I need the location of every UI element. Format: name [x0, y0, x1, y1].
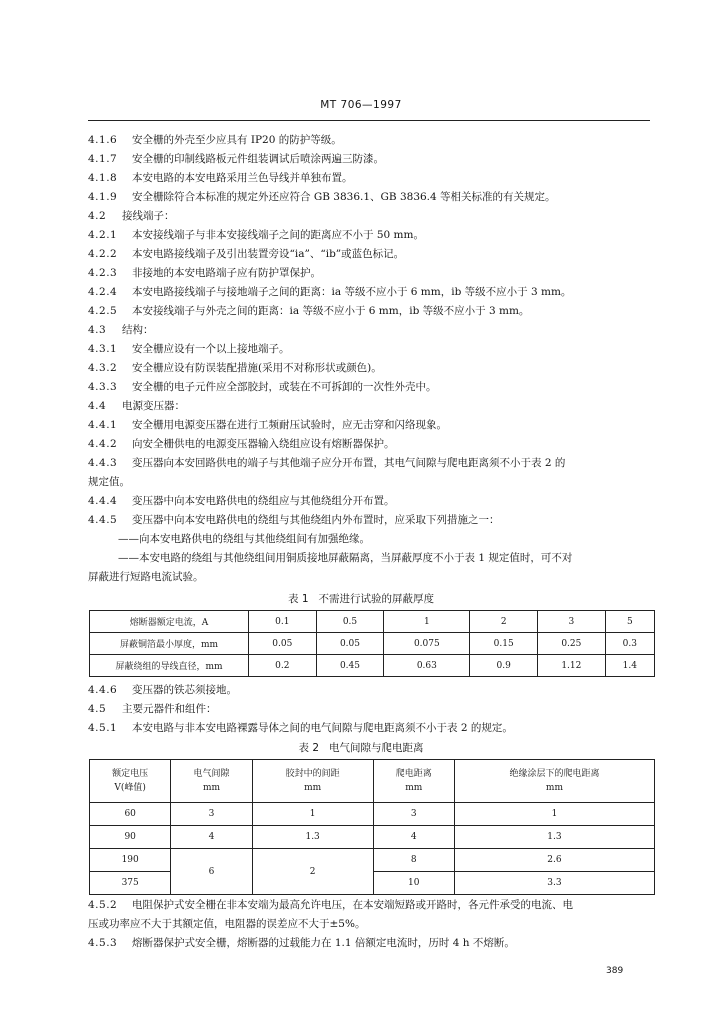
header-unit: mm: [304, 783, 322, 793]
clause-4-1-8: [88, 170, 654, 188]
clause-4-2-4: [88, 284, 654, 302]
clause-4-4-1: [88, 417, 654, 435]
clause-text: 本安接线端子与非本安接线端子之间的距离应不小于 50 mm。: [132, 229, 424, 241]
table-row: [90, 826, 655, 849]
table-row: [90, 849, 655, 872]
clause-4-2-1: [88, 227, 654, 245]
clause-text: ——向本安电路供电的绕组与其他绕组间有加强绝缘。: [118, 533, 370, 545]
clause-4-3: [88, 322, 654, 340]
clause-number: 4.5.1: [88, 722, 118, 734]
table-title: 不需进行试验的屏蔽厚度: [318, 593, 435, 605]
clause-number: 4.5.2: [88, 899, 118, 911]
clause-text: 向安全栅供电的电源变压器输入绕组应设有熔断器保护。: [132, 438, 395, 450]
clause-text: 规定值。: [88, 476, 130, 488]
table-cell: 5: [605, 611, 654, 633]
header-label: 绝缘涂层下的爬电距离: [509, 769, 600, 779]
table-cell: 0.63: [384, 655, 470, 677]
clause-4-2-5: [88, 303, 654, 321]
table-cell: 0.1: [249, 611, 317, 633]
header-label: 胶封中的间距: [285, 769, 340, 779]
table-cell: 0.25: [538, 633, 606, 655]
clause-4-5-3: [88, 935, 654, 953]
section-number: 4.2: [88, 210, 107, 222]
clause-number: 4.3.1: [88, 343, 118, 355]
table-cell: 3.3: [454, 872, 654, 895]
column-header: [454, 760, 654, 803]
clause-text: 熔断器保护式安全栅，熔断器的过载能力在 1.1 倍额定电流时，历时 4 h 不熔断。: [132, 937, 515, 949]
clause-number: 4.4.2: [88, 438, 118, 450]
table-row: [90, 803, 655, 826]
clause-4-3-2: [88, 360, 654, 378]
clause-number: 4.4.3: [88, 457, 118, 469]
table-number: 表 2: [298, 742, 320, 754]
table-cell: 3: [171, 803, 252, 826]
clause-4-3-1: [88, 341, 654, 359]
clause-4-5: [88, 701, 654, 719]
table-1-caption: [0, 591, 722, 606]
clause-number: 4.1.7: [88, 153, 118, 165]
table-cell: 0.5: [316, 611, 384, 633]
clause-4-4-5-continued: [88, 569, 654, 587]
row-header: 屏蔽绕组的导线直径，mm: [90, 655, 249, 677]
row-header: 屏蔽铜箔最小厚度，mm: [90, 633, 249, 655]
clause-text: 压或功率应不大于其额定值，电阻器的误差应不大于±5%。: [88, 918, 366, 930]
row-header: 熔断器额定电流，A: [90, 611, 249, 633]
table-cell: 10: [373, 872, 454, 895]
standard-header: MT 706—1997: [320, 99, 402, 111]
table-cell-merged: 6: [171, 849, 252, 895]
clause-text: 本安电路的本安电路采用兰色导线并单独布置。: [132, 172, 353, 184]
header-unit: mm: [202, 783, 221, 793]
clause-text: 电阻保护式安全栅在非本安端为最高允许电压，在本安端短路或开路时，各元件承受的电流、电: [132, 899, 573, 911]
clause-4-4-5-dash-2: [118, 550, 654, 568]
table-cell: 3: [373, 803, 454, 826]
table-cell: 90: [90, 826, 171, 849]
clause-4-5-2-continued: [88, 916, 654, 934]
clause-text: 变压器中向本安电路供电的绕组与其他绕组内外布置时，应采取下列措施之一：: [132, 514, 500, 526]
table-cell: 0.05: [316, 633, 384, 655]
table-cell: 0.9: [470, 655, 538, 677]
clause-number: 4.1.8: [88, 172, 118, 184]
table-cell: 0.3: [605, 633, 654, 655]
header-label: 爬电距离: [395, 769, 432, 779]
table-cell: 1.12: [538, 655, 606, 677]
clause-number: 4.2.5: [88, 305, 118, 317]
clause-text: 安全栅应设有防误装配措施(采用不对称形状或颜色)。: [132, 362, 382, 374]
clause-number: 4.2.2: [88, 248, 118, 260]
clause-number: 4.2.4: [88, 286, 118, 298]
clause-text: 安全栅的电子元件应全部胶封，或装在不可拆卸的一次性外壳中。: [132, 381, 437, 393]
table-cell: 2.6: [454, 849, 654, 872]
clause-text: 安全栅除符合本标准的规定外还应符合 GB 3836.1、GB 3836.4 等相关标准的有关规定。: [132, 191, 556, 203]
clause-number: 4.4.4: [88, 495, 118, 507]
table-cell: 0.45: [316, 655, 384, 677]
table-2-caption: [0, 740, 722, 755]
clause-4-4-5: [88, 512, 654, 530]
section-title: 结构：: [122, 324, 154, 336]
clause-4-5-1: [88, 720, 654, 738]
header-unit: mm: [545, 783, 563, 793]
clause-number: 4.5.3: [88, 937, 118, 949]
clause-text: ——本安电路的绕组与其他绕组间用铜质接地屏蔽隔离，当屏蔽厚度不小于表 1 规定值时，可不对: [118, 552, 573, 564]
clause-4-4-3-continued: [88, 474, 654, 492]
table-cell: 3: [538, 611, 606, 633]
section-number: 4.4: [88, 400, 107, 412]
table-2: [89, 759, 655, 895]
header-unit: V(峰值): [114, 783, 146, 793]
header-unit: mm: [405, 783, 423, 793]
clause-text: 本安电路接线端子与接地端子之间的距离：ia 等级不应小于 6 mm，ib 等级不应小于 3 mm。: [132, 286, 572, 298]
table-cell: 4: [171, 826, 252, 849]
clause-4-2: [88, 208, 654, 226]
table-cell: 1: [252, 803, 373, 826]
clause-text: 非接地的本安电路端子应有防护罩保护。: [132, 267, 321, 279]
clause-4-3-3: [88, 379, 654, 397]
clause-number: 4.4.6: [88, 684, 118, 696]
table-header-row: [90, 760, 655, 803]
clause-text: 变压器中向本安电路供电的绕组应与其他绕组分开布置。: [132, 495, 395, 507]
clause-number: 4.1.9: [88, 191, 118, 203]
table-cell: 0.05: [249, 633, 317, 655]
clause-number: 4.4.5: [88, 514, 118, 526]
clause-text: 变压器向本安回路供电的端子与其他端子应分开布置，其电气间隙与爬电距离须不小于表 2 的: [132, 457, 566, 469]
clause-4-4-3: [88, 455, 654, 473]
clause-text: 安全栅的印制线路板元件组装调试后喷涂两遍三防漆。: [132, 153, 384, 165]
clause-text: 本安接线端子与外壳之间的距离：ia 等级不应小于 6 mm，ib 等级不应小于 3 mm。: [132, 305, 530, 317]
section-number: 4.5: [88, 703, 107, 715]
clause-4-5-2: [88, 897, 654, 915]
section-number: 4.3: [88, 324, 107, 336]
clause-number: 4.1.6: [88, 134, 118, 146]
clause-number: 4.3.2: [88, 362, 118, 374]
table-cell: 0.2: [249, 655, 317, 677]
clause-text: 屏蔽进行短路电流试验。: [88, 571, 204, 583]
table-cell: 2: [470, 611, 538, 633]
clause-number: 4.3.3: [88, 381, 118, 393]
table-cell: 375: [90, 872, 171, 895]
table-cell-merged: 2: [252, 849, 373, 895]
table-cell: 0.15: [470, 633, 538, 655]
table-cell: 0.075: [384, 633, 470, 655]
clause-number: 4.4.1: [88, 419, 118, 431]
clause-text: 本安电路与非本安电路裸露导体之间的电气间隙与爬电距离须不小于表 2 的规定。: [132, 722, 513, 734]
clause-4-4-2: [88, 436, 654, 454]
section-title: 主要元器件和组件：: [122, 703, 217, 715]
clause-number: 4.2.3: [88, 267, 118, 279]
table-cell: 190: [90, 849, 171, 872]
table-row: [90, 655, 655, 677]
header-label: 电气间隙: [193, 769, 230, 779]
clause-4-2-2: [88, 246, 654, 264]
clause-4-2-3: [88, 265, 654, 283]
table-cell: 60: [90, 803, 171, 826]
clause-4-1-6: [88, 132, 654, 150]
clause-number: 4.2.1: [88, 229, 118, 241]
clause-4-4-4: [88, 493, 654, 511]
table-cell: 1.3: [454, 826, 654, 849]
table-cell: 1.4: [605, 655, 654, 677]
clause-text: 本安电路接线端子及引出装置旁设“ia”、“ib”或蓝色标记。: [132, 248, 405, 260]
clause-4-4: [88, 398, 654, 416]
clause-text: 安全栅用电源变压器在进行工频耐压试验时，应无击穿和闪络现象。: [132, 419, 447, 431]
clause-4-1-7: [88, 151, 654, 169]
clause-text: 安全栅应设有一个以上接地端子。: [132, 343, 290, 355]
column-header: [252, 760, 373, 803]
table-title: 电气间隙与爬电距离: [329, 742, 424, 754]
section-title: 接线端子：: [122, 210, 175, 222]
table-row: [90, 611, 655, 633]
column-header: [171, 760, 252, 803]
table-cell: 4: [373, 826, 454, 849]
table-1: [89, 610, 655, 677]
table-cell: 1: [454, 803, 654, 826]
clause-4-4-5-dash-1: [118, 531, 654, 549]
clause-text: 安全栅的外壳至少应具有 IP20 的防护等级。: [132, 134, 342, 146]
column-header: [90, 760, 171, 803]
clause-4-4-6: [88, 682, 654, 700]
section-title: 电源变压器：: [122, 400, 185, 412]
table-number: 表 1: [287, 593, 309, 605]
clause-text: 变压器的铁芯须接地。: [132, 684, 237, 696]
table-cell: 8: [373, 849, 454, 872]
table-row: [90, 633, 655, 655]
page-number: 389: [606, 966, 624, 976]
header-rule: [88, 120, 650, 121]
table-cell: 1.3: [252, 826, 373, 849]
table-cell: 1: [384, 611, 470, 633]
column-header: [373, 760, 454, 803]
header-label: 额定电压: [112, 769, 149, 779]
clause-4-1-9: [88, 189, 654, 207]
